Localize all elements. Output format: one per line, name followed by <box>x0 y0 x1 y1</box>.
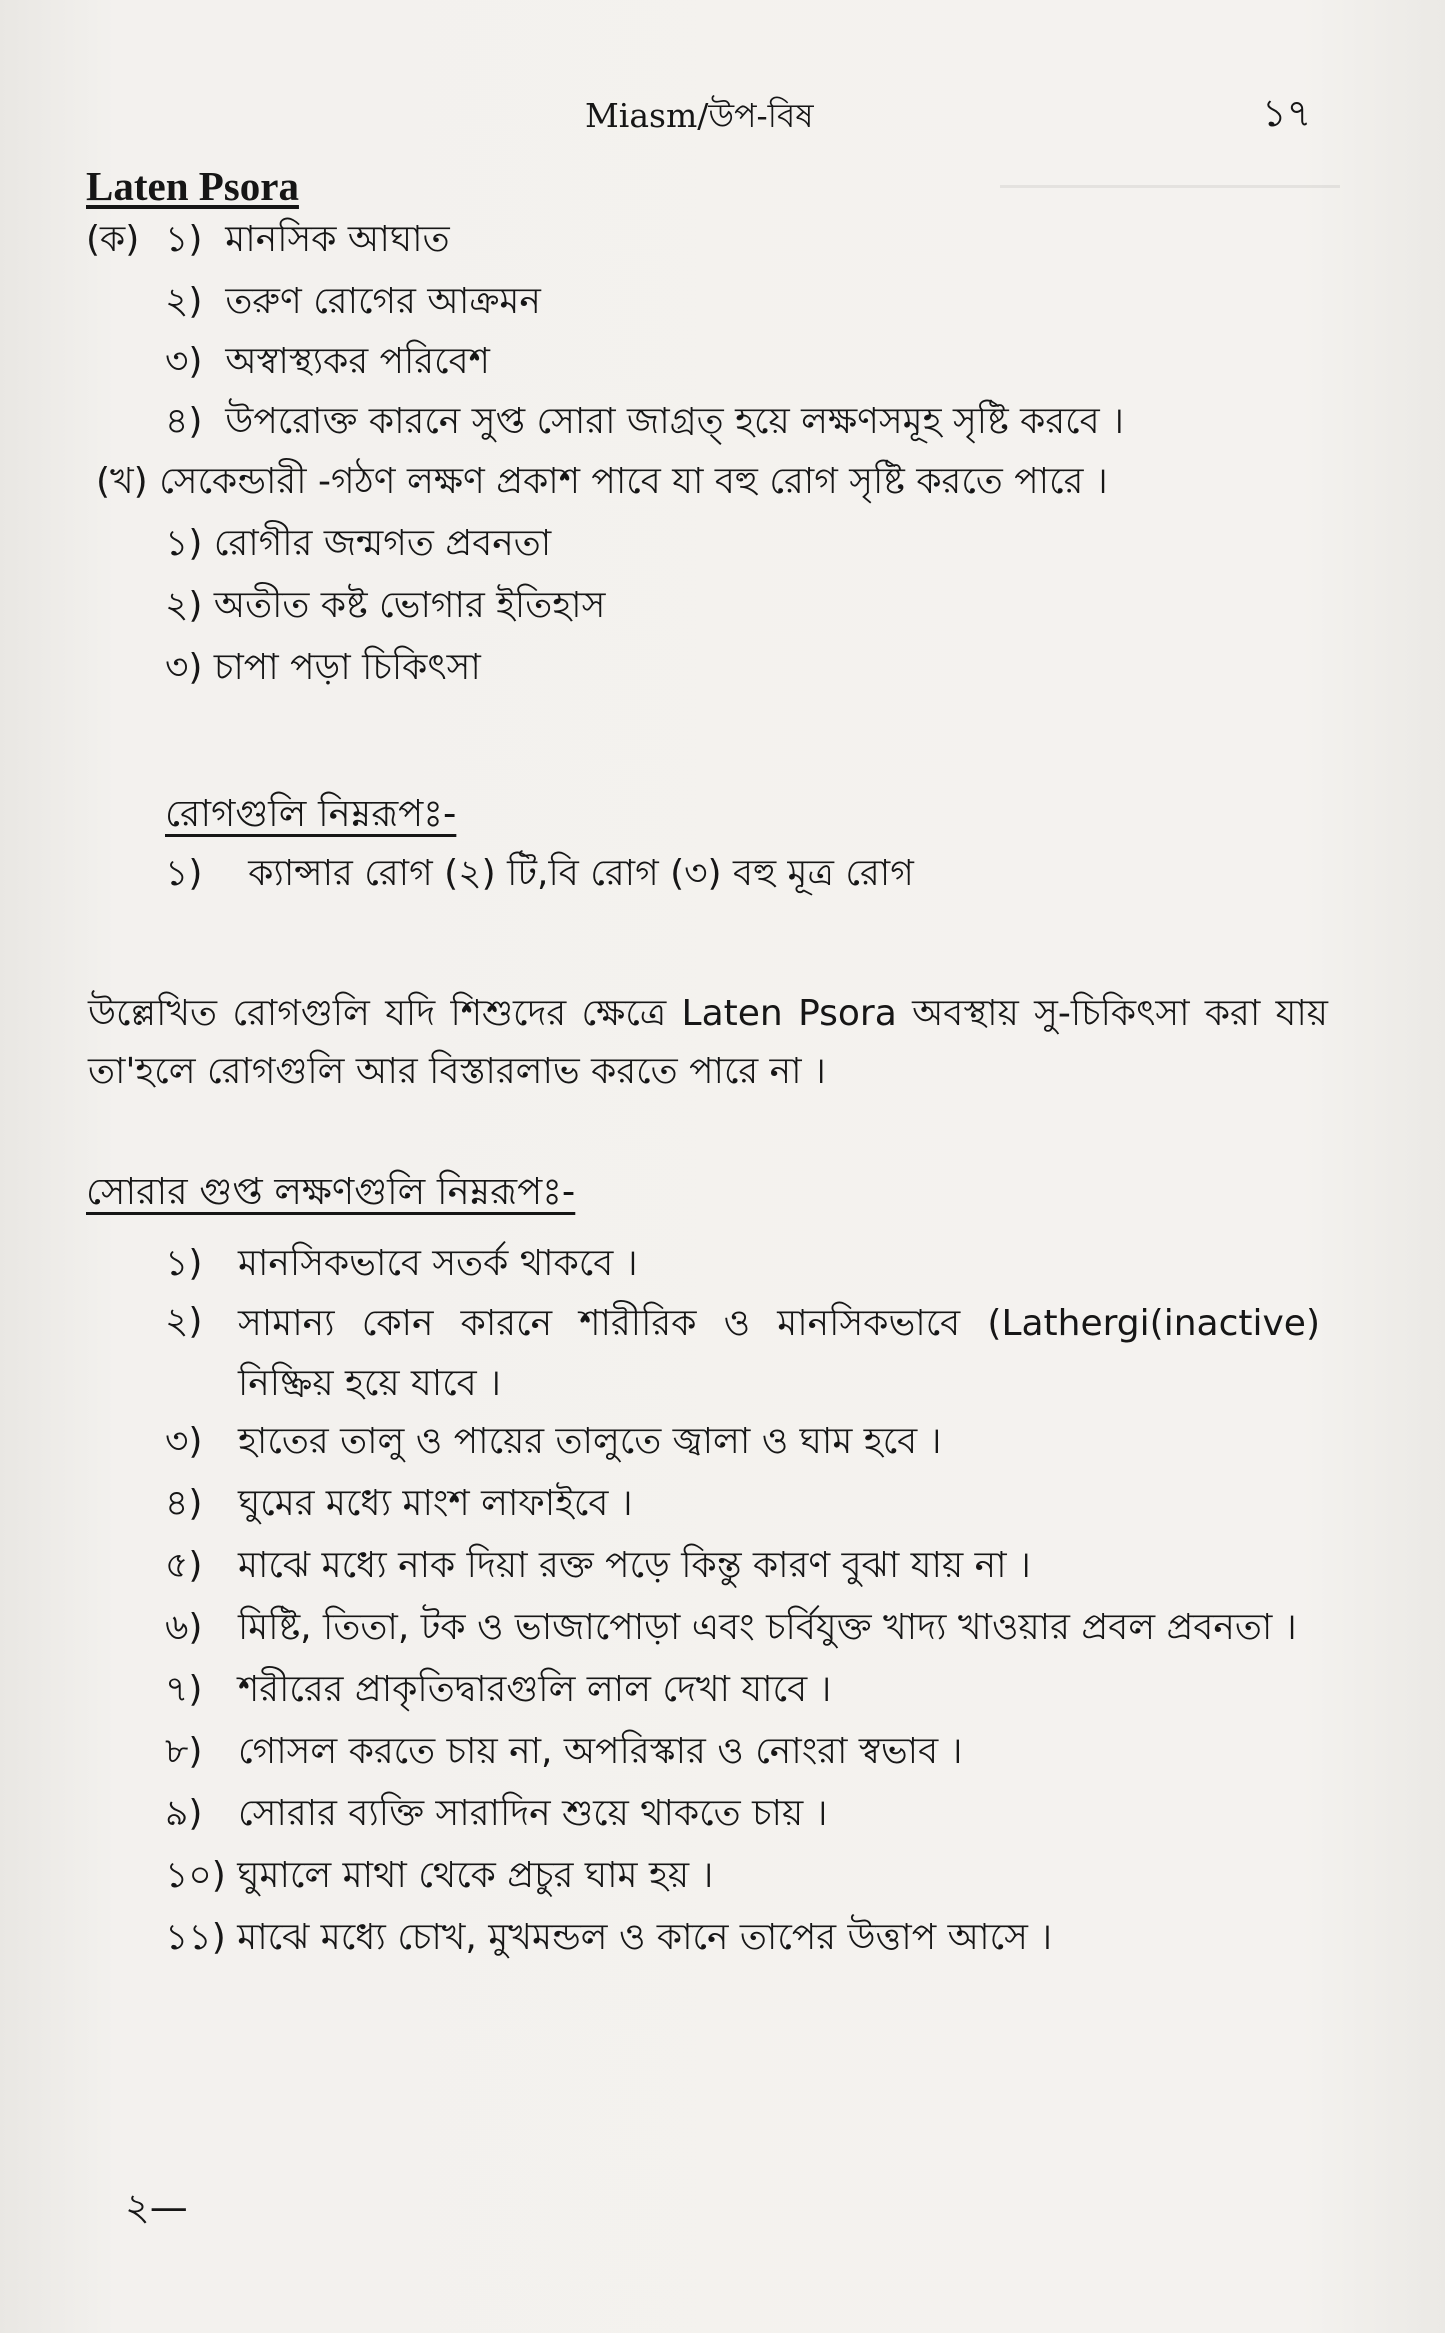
item-text: ঘুমালে মাথা থেকে প্রচুর ঘাম হয় । <box>237 1855 714 1896</box>
section-a-item-3 <box>165 340 490 383</box>
section-b-text: সেকেন্ডারী -গঠণ লক্ষণ প্রকাশ পাবে যা বহু রোগ সৃষ্টি করতে পারে । <box>159 461 1108 502</box>
section-b-item-2 <box>165 584 605 627</box>
running-header-title: Miasm/উপ-বিষ <box>585 96 814 135</box>
section-a-item-1 <box>165 218 450 261</box>
symptom-1-text: মানসিকভাবে সতর্ক থাকবে । <box>238 1243 638 1284</box>
symptom-3-number: ৩) <box>165 1421 203 1462</box>
signature-mark: ২— <box>125 2185 188 2229</box>
item-number: ১০) <box>165 1855 226 1896</box>
item-text: চাপা পড়া চিকিৎসা <box>213 647 481 688</box>
item-number: ৩) <box>165 647 203 688</box>
section-b-label: (খ) <box>96 461 148 502</box>
symptom-9-number: ৯) <box>165 1793 203 1834</box>
item-number: ১) <box>165 853 203 894</box>
symptom-2-number: ২) <box>165 1301 203 1342</box>
symptom-6-number: ৬) <box>165 1607 203 1648</box>
item-number: ৪) <box>165 401 203 442</box>
section-a-item-4 <box>165 400 1124 443</box>
item-text: ক্যান্সার রোগ (২) টি,বি রোগ (৩) বহু মূত্র রোগ <box>248 853 914 894</box>
symptom-6-text: মিষ্টি, তিতা, টক ও ভাজাপোড়া এবং চর্বিযুক্ত খাদ্য খাওয়ার প্রবল প্রবনতা । <box>238 1607 1297 1648</box>
item-text: তরুণ রোগের আক্রমন <box>225 281 541 322</box>
section-a-label: (ক) <box>86 219 140 260</box>
section-a-item-2 <box>165 280 541 323</box>
item-number: ১১) <box>165 1917 226 1958</box>
symptom-8-number: ৮) <box>165 1731 203 1772</box>
symptom-4-text: ঘুমের মধ্যে মাংশ লাফাইবে । <box>238 1483 633 1524</box>
body-paragraph: উল্লেখিত রোগগুলি যদি শিশুদের ক্ষেত্রে Laten Psora অবস্থায় সু-চিকিৎসা করা যায় তা'হলে রোগগুলি আর বিস্তারলাভ করতে পারে না । <box>88 993 1328 1092</box>
item-number: ১) <box>165 523 203 564</box>
symptom-3-text: হাতের তালু ও পায়ের তালুতে জ্বালা ও ঘাম হবে । <box>238 1421 942 1462</box>
item-number: ২) <box>165 281 203 322</box>
item-number: ১) <box>165 219 203 260</box>
symptoms-heading: সোরার গুপ্ত লক্ষণগুলি নিম্নরূপঃ- <box>86 1170 576 1213</box>
symptom-1-number: ১) <box>165 1243 203 1284</box>
page-number: ১৭ <box>1262 91 1312 135</box>
latent-psora-heading: Laten Psora <box>86 163 299 209</box>
symptom-5-number: ৫) <box>165 1545 203 1586</box>
symptom-8-text: গোসল করতে চায় না, অপরিস্কার ও নোংরা স্বভাব । <box>238 1731 963 1772</box>
section-b-item-1 <box>165 522 551 565</box>
diseases-list-line <box>165 852 914 895</box>
symptom-11-line <box>165 1916 1052 1959</box>
item-text: মাঝে মধ্যে চোখ, মুখমন্ডল ও কানে তাপের উত্তাপ আসে । <box>237 1917 1053 1958</box>
symptom-10-line <box>165 1854 713 1897</box>
bleed-through-decoration <box>1000 165 1340 188</box>
item-number: ৩) <box>165 341 203 382</box>
symptom-4-number: ৪) <box>165 1483 203 1524</box>
item-text: অতীত কষ্ট ভোগার ইতিহাস <box>213 585 606 626</box>
item-text: রোগীর জন্মগত প্রবনতা <box>213 523 552 564</box>
diseases-heading: রোগগুলি নিম্নরূপঃ- <box>165 792 457 835</box>
item-number: ২) <box>165 585 203 626</box>
item-text: অস্বাস্থ্যকর পরিবেশ <box>225 341 490 382</box>
item-text: উপরোক্ত কারনে সুপ্ত সোরা জাগ্রত্ হয়ে লক্ষণসমূহ সৃষ্টি করবে । <box>225 401 1124 442</box>
symptom-7-text: শরীরের প্রাকৃতিদ্বারগুলি লাল দেখা যাবে । <box>238 1669 832 1710</box>
symptom-5-text: মাঝে মধ্যে নাক দিয়া রক্ত পড়ে কিন্তু কারণ বুঝা যায় না । <box>238 1545 1031 1586</box>
symptom-2-text: সামান্য কোন কারনে শারীরিক ও মানসিকভাবে (Lathergi(inactive) নিষ্ক্রিয় হয়ে যাবে । <box>238 1303 1320 1404</box>
section-b-line <box>96 460 1108 503</box>
section-b-item-3 <box>165 646 481 689</box>
symptom-7-number: ৭) <box>165 1669 203 1710</box>
symptom-9-text: সোরার ব্যক্তি সারাদিন শুয়ে থাকতে চায় । <box>238 1793 828 1834</box>
item-text: মানসিক আঘাত <box>225 219 450 260</box>
